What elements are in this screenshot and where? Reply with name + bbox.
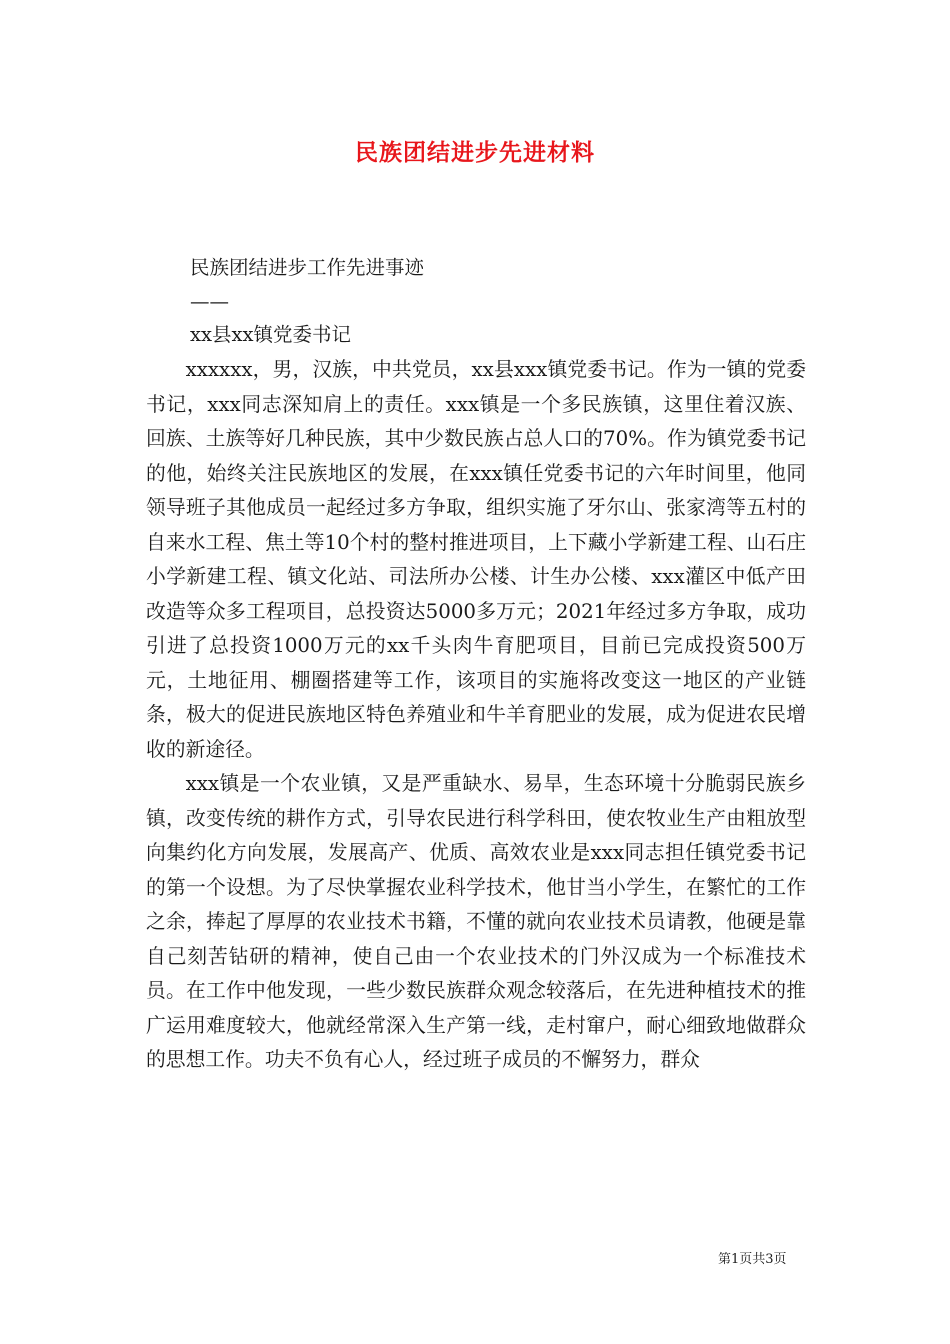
document-body	[146, 353, 806, 1078]
paragraph-1: xxxxxx，男，汉族，中共党员，xx县xxx镇党委书记。作为一镇的党委书记，xxx同志深知肩上的责任。xxx镇是一个多民族镇，这里住着汉族、回族、土族等好几种民族，其中少数民族占总人口的70%。作为镇党委书记的他，始终关注民族地区的发展，在xxx镇任党委书记的六年时间里，他同领导班子其他成员一起经过多方争取，组织实施了牙尔山、张家湾等五村的自来水工程、焦土等10个村的整村推进项目，上下藏小学新建工程、山石庄小学新建工程、镇文化站、司法所办公楼、计生办公楼、xxx灌区中低产田改造等众多工程项目，总投资达5000多万元；2021年经过多方争取，成功引进了总投资1000万元的xx千头肉牛育肥项目，目前已完成投资500万元，土地征用、棚圈搭建等工作，该项目的实施将改变这一地区的产业链条，极大的促进民族地区特色养殖业和牛羊育肥业的发展，成为促进农民增收的新途径。	[146, 358, 806, 761]
document-title: 民族团结进步先进材料	[355, 139, 595, 166]
page-number: 第1页共3页	[718, 1252, 787, 1267]
document-subtitle: 民族团结进步工作先进事迹	[190, 256, 425, 279]
subtitle-dash: ——	[190, 290, 229, 313]
paragraph-2: xxx镇是一个农业镇，又是严重缺水、易旱，生态环境十分脆弱民族乡镇，改变传统的耕作方式，引导农民进行科学科田，使农牧业生产由粗放型向集约化方向发展，发展高产、优质、高效农业是xxx同志担任镇党委书记的第一个设想。为了尽快掌握农业科学技术，他甘当小学生，在繁忙的工作之余，捧起了厚厚的农业技术书籍，不懂的就向农业技术员请教，他硬是靠自己刻苦钻研的精神，使自己由一个农业技术的门外汉成为一个标准技术员。在工作中他发现，一些少数民族群众观念较落后，在先进种植技术的推广运用难度较大，他就经常深入生产第一线，走村窜户，耐心细致地做群众的思想工作。功夫不负有心人，经过班子成员的不懈努力，群众	[146, 772, 806, 1071]
author-line: xx县xx镇党委书记	[190, 323, 351, 346]
